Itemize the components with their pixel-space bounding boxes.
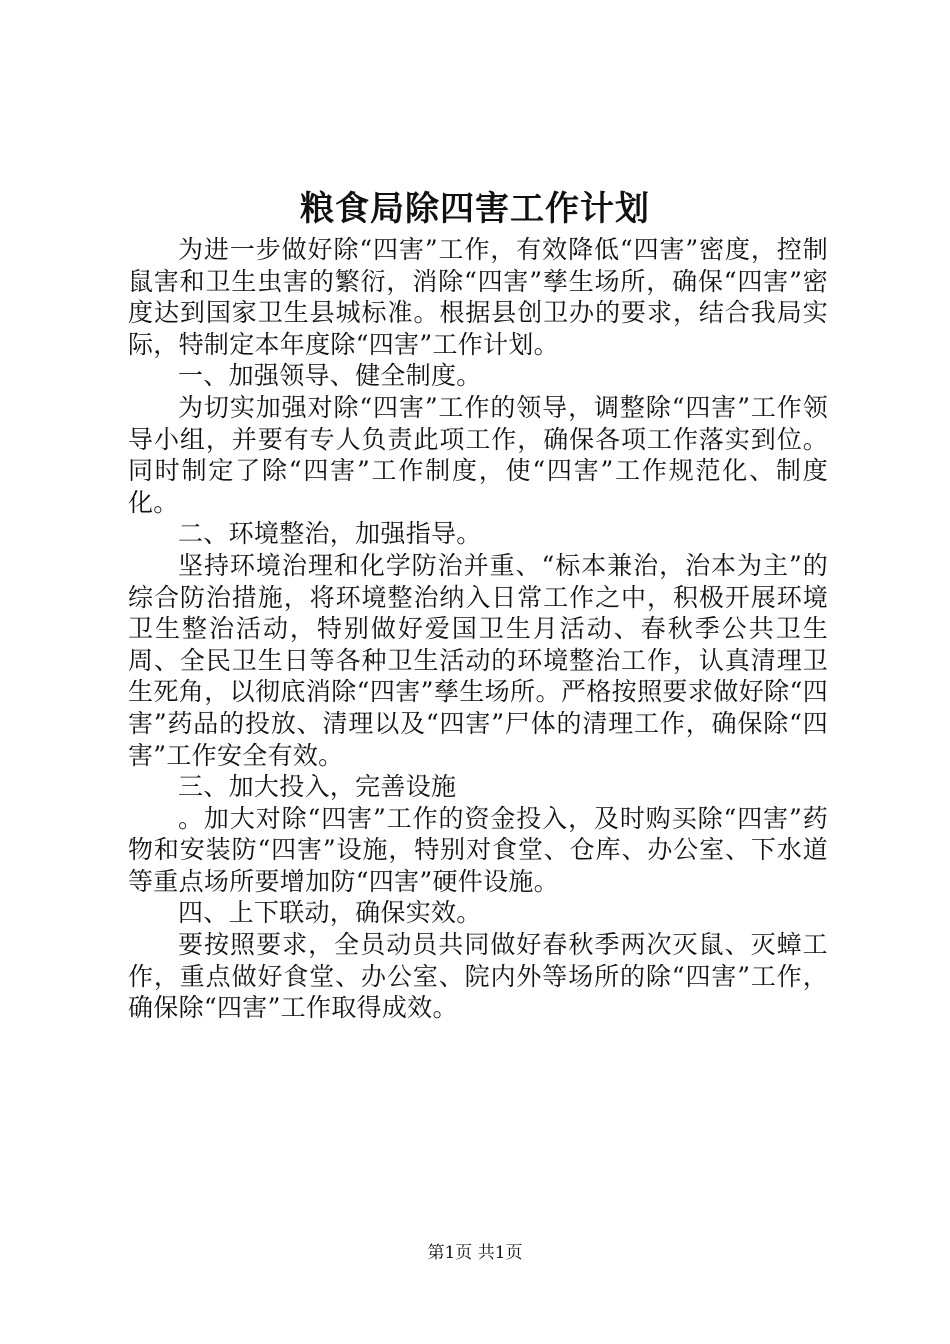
section-heading-2: 二、环境整治，加强指导。 [178,519,482,549]
section-paragraph-1: 为切实加强对除“四害”工作的领导，调整除“四害”工作领导小组，并要有专人负责此项工作，确保各项工作落实到位。同时制定了除“四害”工作制度，使“四害”工作规范化、制度化。 [128,392,828,517]
document-body [128,234,828,1024]
section-heading-3: 三、加大投入，完善设施 [178,772,457,802]
page-footer: 第1页 共1页 [427,1243,523,1263]
section-paragraph-2: 坚持环境治理和化学防治并重、“标本兼治，治本为主”的综合防治措施，将环境整治纳入日常工作之中，积极开展环境卫生整治活动，特别做好爱国卫生月活动、春秋季公共卫生周、全民卫生日等各种卫生活动的环境整治工作，认真清理卫生死角，以彻底消除“四害”孳生场所。严格按照要求做好除“四害”药品的投放、清理以及“四害”尸体的清理工作，确保除“四害”工作安全有效。 [128,550,828,770]
section-heading-4: 四、上下联动，确保实效。 [178,898,482,928]
section-paragraph-4: 要按照要求，全员动员共同做好春秋季两次灭鼠、灭蟑工作，重点做好食堂、办公室、院内外等场所的除“四害”工作，确保除“四害”工作取得成效。 [128,930,828,1023]
intro-paragraph: 为进一步做好除“四害”工作，有效降低“四害”密度，控制鼠害和卫生虫害的繁衍，消除“四害”孳生场所，确保“四害”密度达到国家卫生县城标准。根据县创卫办的要求，结合我局实际，特制定本年度除“四害”工作计划。 [128,235,828,359]
section-heading-1: 一、加强领导、健全制度。 [178,361,482,391]
section-paragraph-3: 。加大对除“四害”工作的资金投入，及时购买除“四害”药物和安装防“四害”设施，特别对食堂、仓库、办公室、下水道等重点场所要增加防“四害”硬件设施。 [128,803,828,896]
document-title: 粮食局除四害工作计划 [300,189,650,229]
